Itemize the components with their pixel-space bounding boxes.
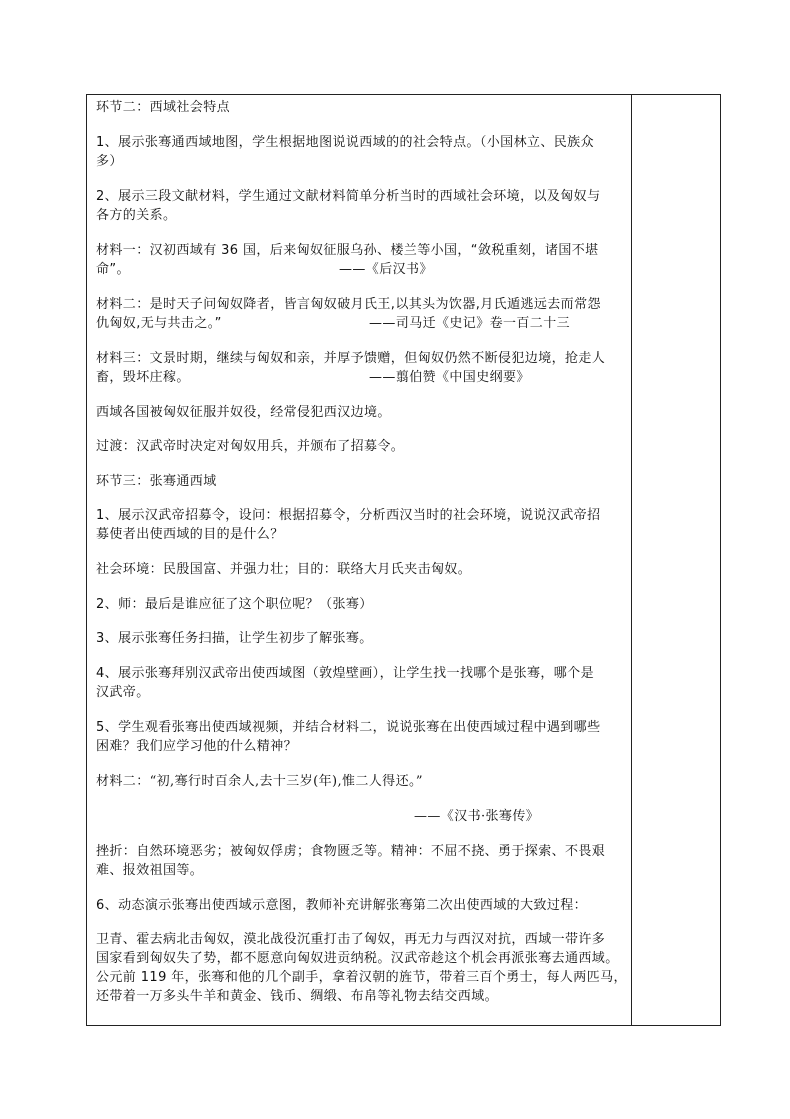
s2-transition: 过渡：汉武帝时决定对匈奴用兵，并颁布了招募令。 (96, 439, 405, 454)
s3-item4-line2: 汉武帝。 (96, 685, 150, 700)
s2-item2-line1: 2、展示三段文献材料，学生通过文献材料简单分析当时的西域社会环境，以及匈奴与 (96, 189, 601, 204)
final-para-line1: 卫青、霍去病北击匈奴，漠北战役沉重打击了匈奴，再无力与西汉对抗，西域一带许多 (96, 932, 606, 947)
notes-cell (632, 95, 720, 1025)
s3-item3: 3、展示张骞任务扫描，让学生初步了解张骞。 (96, 631, 373, 646)
material2b-quote: 材料二：“初,骞行时百余人,去十三岁(年),惟二人得还。” (96, 774, 423, 789)
material2-source: ——司马迁《史记》卷一百二十三 (369, 316, 571, 331)
s2-item1-line2: 多） (96, 154, 123, 169)
lesson-table (86, 94, 721, 1026)
final-para-line3: 公元前 119 年，张骞和他的几个副手，拿着汉朝的旌节，带着三百个勇士，每人两匹马， (96, 970, 627, 985)
s2-item2-line2: 各方的关系。 (96, 208, 177, 223)
section2-heading: 环节二：西域社会特点 (96, 100, 231, 115)
setback-line2: 难、报效祖国等。 (96, 863, 204, 878)
material1-line2: 命”。 (96, 262, 130, 277)
s3-item4-line1: 4、展示张骞拜别汉武帝出使西域图（敦煌壁画），让学生找一找哪个是张骞，哪个是 (96, 666, 594, 681)
s3-item5-line2: 困难？我们应学习他的什么精神？ (96, 739, 298, 754)
s3-item1-line2: 募使者出使西域的目的是什么？ (96, 527, 284, 542)
s3-item1-line1: 1、展示汉武帝招募令，设问：根据招募令，分析西汉当时的社会环境，说说汉武帝招 (96, 508, 601, 523)
s2-item1-line1: 1、展示张骞通西域地图，学生根据地图说说西域的的社会特点。（小国林立、民族众 (96, 135, 594, 150)
section3-heading: 环节三：张骞通西域 (96, 474, 217, 489)
material1-source: ——《后汉书》 (339, 262, 433, 277)
s2-summary: 西域各国被匈奴征服并奴役，经常侵犯西汉边境。 (96, 405, 391, 420)
s3-social-environment: 社会环境：民殷国富、并强力壮；目的：联络大月氏夹击匈奴。 (96, 562, 472, 577)
material2-line1: 材料二：是时天子问匈奴降者，皆言匈奴破月氏王,以其头为饮器,月氏遁逃远去而常怨 (96, 297, 601, 312)
material3-line2: 畜，毁坏庄稼。 (96, 370, 190, 385)
material2-line2: 仇匈奴,无与共击之。” (96, 316, 222, 331)
s3-item2: 2、师：最后是谁应征了这个职位呢？（张骞） (96, 597, 373, 612)
s3-item5-line1: 5、学生观看张骞出使西域视频，并结合材料二，说说张骞在出使西域过程中遇到哪些 (96, 720, 601, 735)
material1-line1: 材料一：汉初西域有 36 国，后来匈奴征服乌孙、楼兰等小国，“敛税重刻，诸国不堪 (96, 243, 599, 258)
final-para-line2: 国家看到匈奴失了势，都不愿意向匈奴进贡纳税。汉武帝趁这个机会再派张骞去通西域。 (96, 951, 619, 966)
material2b-source: ——《汉书·张骞传》 (414, 809, 540, 824)
material3-line1: 材料三：文景时期，继续与匈奴和亲，并厚予馈赠，但匈奴仍然不断侵犯边境，抢走人 (96, 351, 606, 366)
s3-item6: 6、动态演示张骞出使西域示意图，教师补充讲解张骞第二次出使西域的大致过程： (96, 898, 588, 913)
setback-line1: 挫折：自然环境恶劣；被匈奴俘虏；食物匮乏等。精神：不屈不挠、勇于探索、不畏艰 (96, 844, 606, 859)
final-para-line4: 还带着一万多头牛羊和黄金、钱币、绸缎、布帛等礼物去结交西域。 (96, 989, 499, 1004)
material3-source: ——翦伯赞《中国史纲要》 (369, 370, 530, 385)
lesson-content-cell (87, 95, 632, 1025)
